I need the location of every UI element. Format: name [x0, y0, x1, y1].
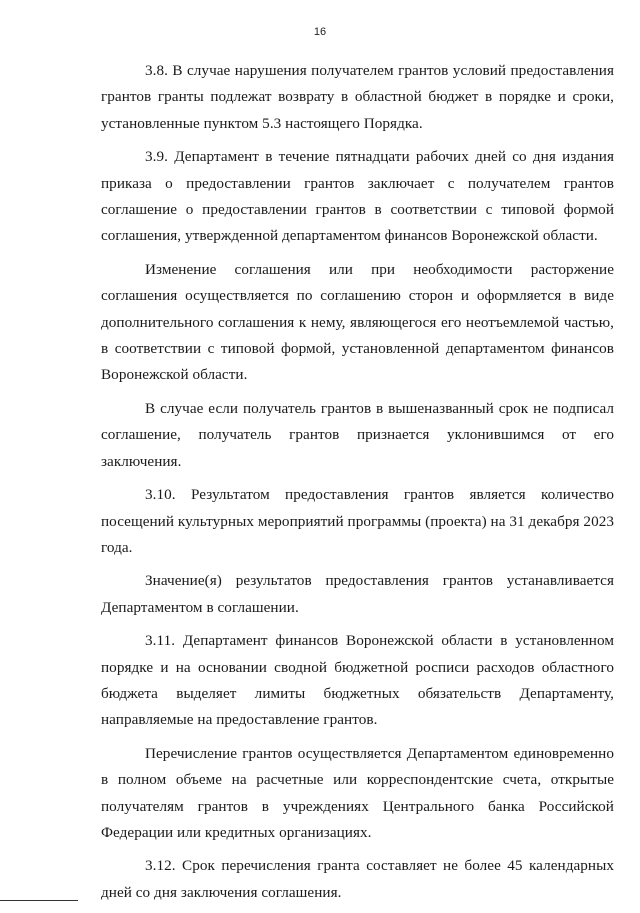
paragraph-result-values: Значение(я) результатов предоставления грантов устанавливается Департаментом в соглашении.	[101, 572, 614, 616]
paragraph-agreement-refusal: В случае если получатель грантов в вышеназванный срок не подписал соглашение, получатель грантов признается уклонившимся от его заключения.	[101, 399, 614, 470]
document-body	[101, 58, 614, 913]
paragraph-3-11: 3.11. Департамент финансов Воронежской области в установленном порядке и на основании сводной бюджетной росписи расходов областного бюджета выделяет лимиты бюджетных обязательств Департаменту, направляемые на предоставление грантов.	[101, 632, 614, 729]
page-number: 16	[313, 26, 327, 38]
paragraph-3-10: 3.10. Результатом предоставления грантов является количество посещений культурных мероприятий программы (проекта) на 31 декабря 2023 года.	[101, 486, 614, 556]
paragraph-agreement-change: Изменение соглашения или при необходимости расторжение соглашения осуществляется по соглашению сторон и оформляется в виде дополнительного соглашения к нему, являющегося его неотъемлемой частью, в соответствии с типовой формой, установленной департаментом финансов Воронежской области.	[101, 260, 614, 384]
footnote-divider	[0, 900, 78, 901]
paragraph-3-8: 3.8. В случае нарушения получателем грантов условий предоставления грантов гранты подлежат возврату в областной бюджет в порядке и сроки, установленные пунктом 5.3 настоящего Порядка.	[101, 62, 614, 132]
paragraph-3-12: 3.12. Срок перечисления гранта составляет не более 45 календарных дней со дня заключения соглашения.	[101, 857, 614, 901]
paragraph-3-9: 3.9. Департамент в течение пятнадцати рабочих дней со дня издания приказа о предоставлении грантов заключает с получателем грантов соглашение о предоставлении грантов в соответствии с типовой формой соглашения, утвержденной департаментом финансов Воронежской области.	[101, 148, 614, 245]
paragraph-grant-transfer: Перечисление грантов осуществляется Департаментом единовременно в полном объеме на расчетные или корреспондентские счета, открытые получателям грантов в учреждениях Центрального банка Российской Федерации или кредитных организациях.	[101, 744, 614, 841]
